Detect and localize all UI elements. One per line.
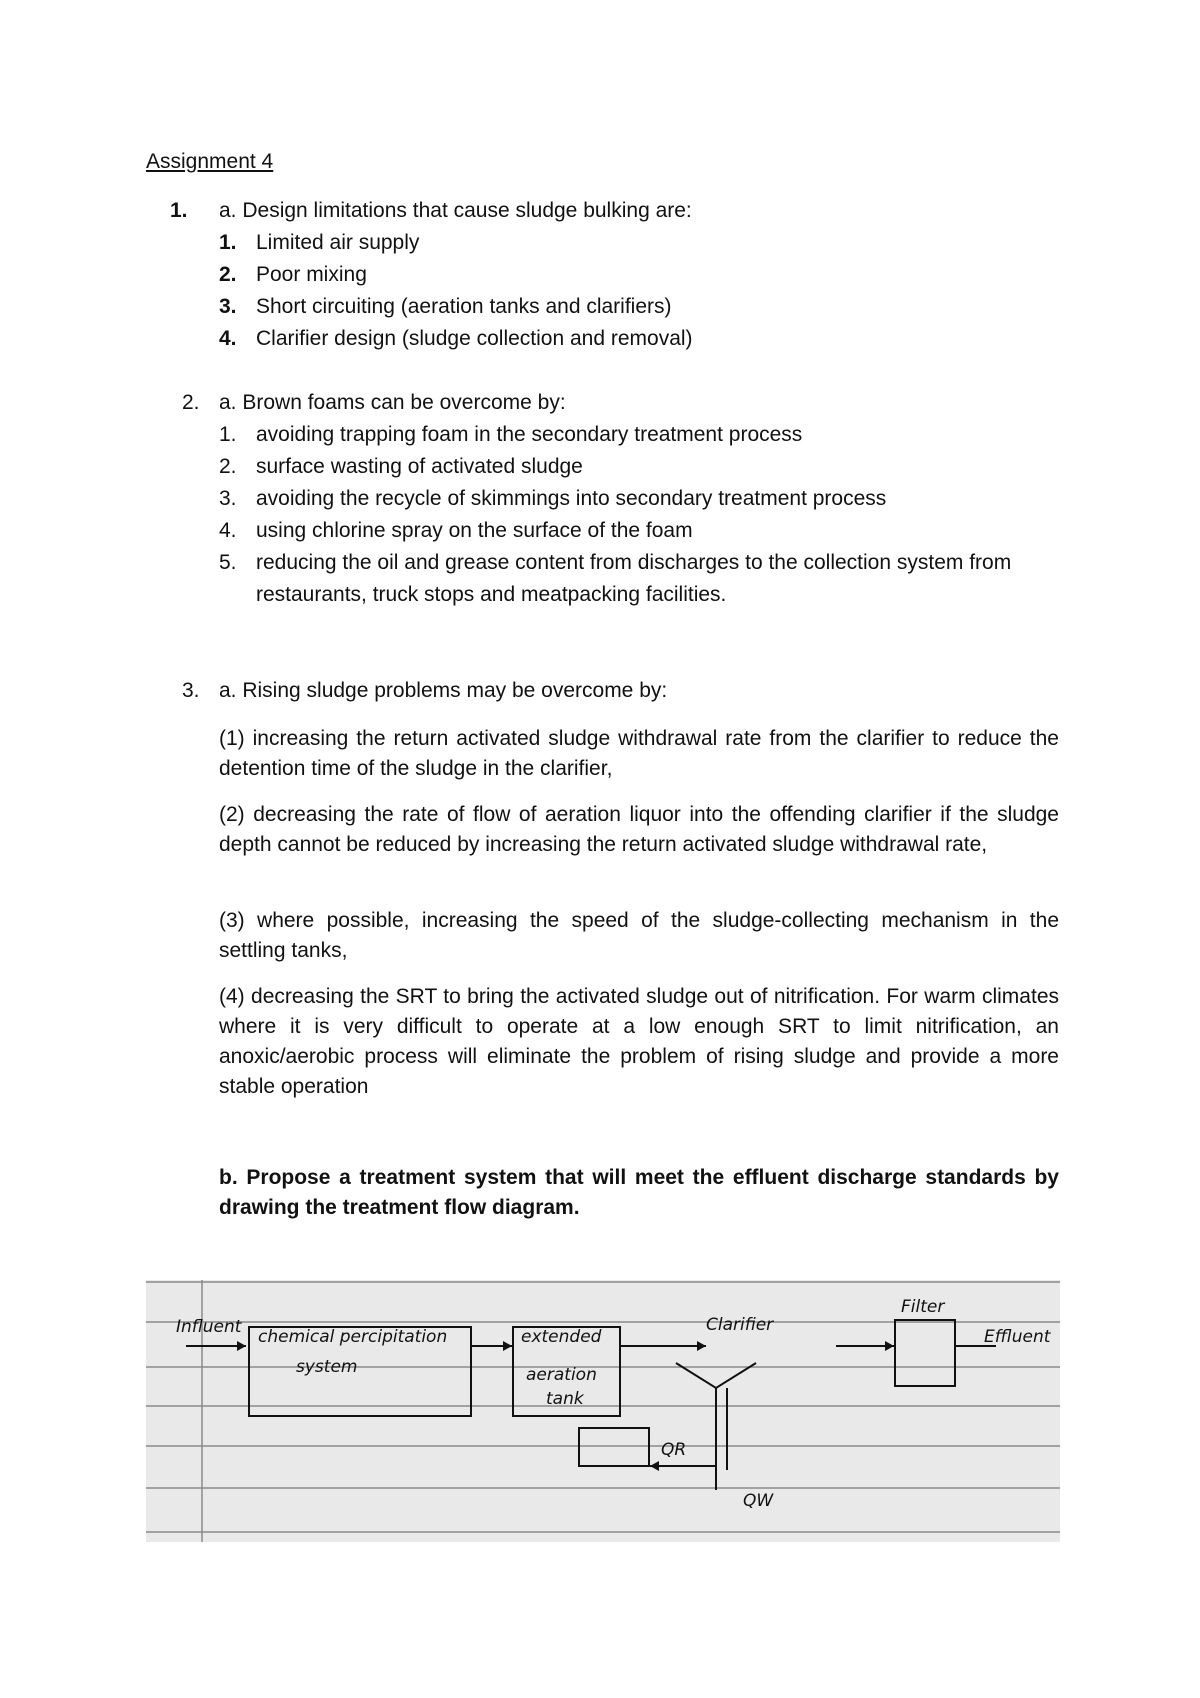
return-box	[579, 1428, 649, 1466]
q2-item: avoiding the recycle of skimmings into secondary treatment process	[256, 487, 887, 510]
q2-heading: a. Brown foams can be overcome by:	[219, 391, 566, 414]
extended-label: extended	[521, 1327, 602, 1347]
q1-item: Poor mixing	[256, 263, 367, 286]
qr-label: QR	[661, 1440, 687, 1460]
q2-item-continuation: restaurants, truck stops and meatpacking facilities.	[256, 583, 727, 606]
q2-item-number: 1.	[219, 423, 237, 446]
q3-paragraph-3: (3) where possible, increasing the speed of the sludge-collecting mechanism in the settling tanks,	[219, 909, 1059, 962]
q1-item-number: 2.	[219, 263, 237, 286]
qw-label: QW	[743, 1491, 774, 1511]
q2-item: surface wasting of activated sludge	[256, 455, 583, 478]
q2-number: 2.	[182, 391, 200, 414]
q1-item: Short circuiting (aeration tanks and clarifiers)	[256, 295, 672, 318]
q3-paragraph-4: (4) decreasing the SRT to bring the activated sludge out of nitrification. For warm climates where it is very difficult to operate at a low enough SRT to limit nitrification, an anoxic/aerobic process will eliminate the problem of rising sludge and provide a more stable operation	[219, 985, 1059, 1098]
q1-item-number: 1.	[219, 231, 237, 254]
assignment-title: Assignment 4	[146, 150, 274, 173]
flow-diagram-svg	[146, 1280, 1060, 1542]
q3-number: 3.	[182, 679, 200, 702]
q2-item: avoiding trapping foam in the secondary treatment process	[256, 423, 803, 446]
q1-item-number: 4.	[219, 327, 237, 350]
q2-item-number: 5.	[219, 551, 237, 574]
q1-item: Limited air supply	[256, 231, 420, 254]
filter-box	[895, 1320, 955, 1386]
tank-label: tank	[546, 1389, 584, 1409]
q2-item-number: 4.	[219, 519, 237, 542]
q3-heading: a. Rising sludge problems may be overcome by:	[219, 679, 668, 702]
q2-item: reducing the oil and grease content from discharges to the collection system from	[256, 551, 1012, 574]
q3-paragraph-1: (1) increasing the return activated sludge withdrawal rate from the clarifier to reduce the detention time of the sludge in the clarifier,	[219, 727, 1059, 780]
q2-item-number: 2.	[219, 455, 237, 478]
chemical-label: chemical percipitation	[258, 1327, 448, 1347]
treatment-flow-diagram	[146, 1280, 1060, 1542]
effluent-label: Effluent	[984, 1327, 1051, 1347]
q1-heading: a. Design limitations that cause sludge bulking are:	[219, 199, 692, 222]
q1-item-number: 3.	[219, 295, 237, 318]
q1-item: Clarifier design (sludge collection and removal)	[256, 327, 693, 350]
clarifier-label: Clarifier	[706, 1315, 774, 1335]
filter-label: Filter	[901, 1297, 945, 1317]
q2-item: using chlorine spray on the surface of the foam	[256, 519, 693, 542]
influent-label: Influent	[176, 1317, 242, 1337]
q2-item-number: 3.	[219, 487, 237, 510]
q3-paragraph-2: (2) decreasing the rate of flow of aeration liquor into the offending clarifier if the sludge depth cannot be reduced by increasing the return activated sludge withdrawal rate,	[219, 803, 1059, 856]
aeration-label: aeration	[526, 1365, 597, 1385]
system-label: system	[296, 1357, 358, 1377]
q3-part-b: b. Propose a treatment system that will meet the effluent discharge standards by drawing the treatment flow diagram.	[219, 1166, 1059, 1219]
q1-number: 1.	[170, 199, 188, 222]
